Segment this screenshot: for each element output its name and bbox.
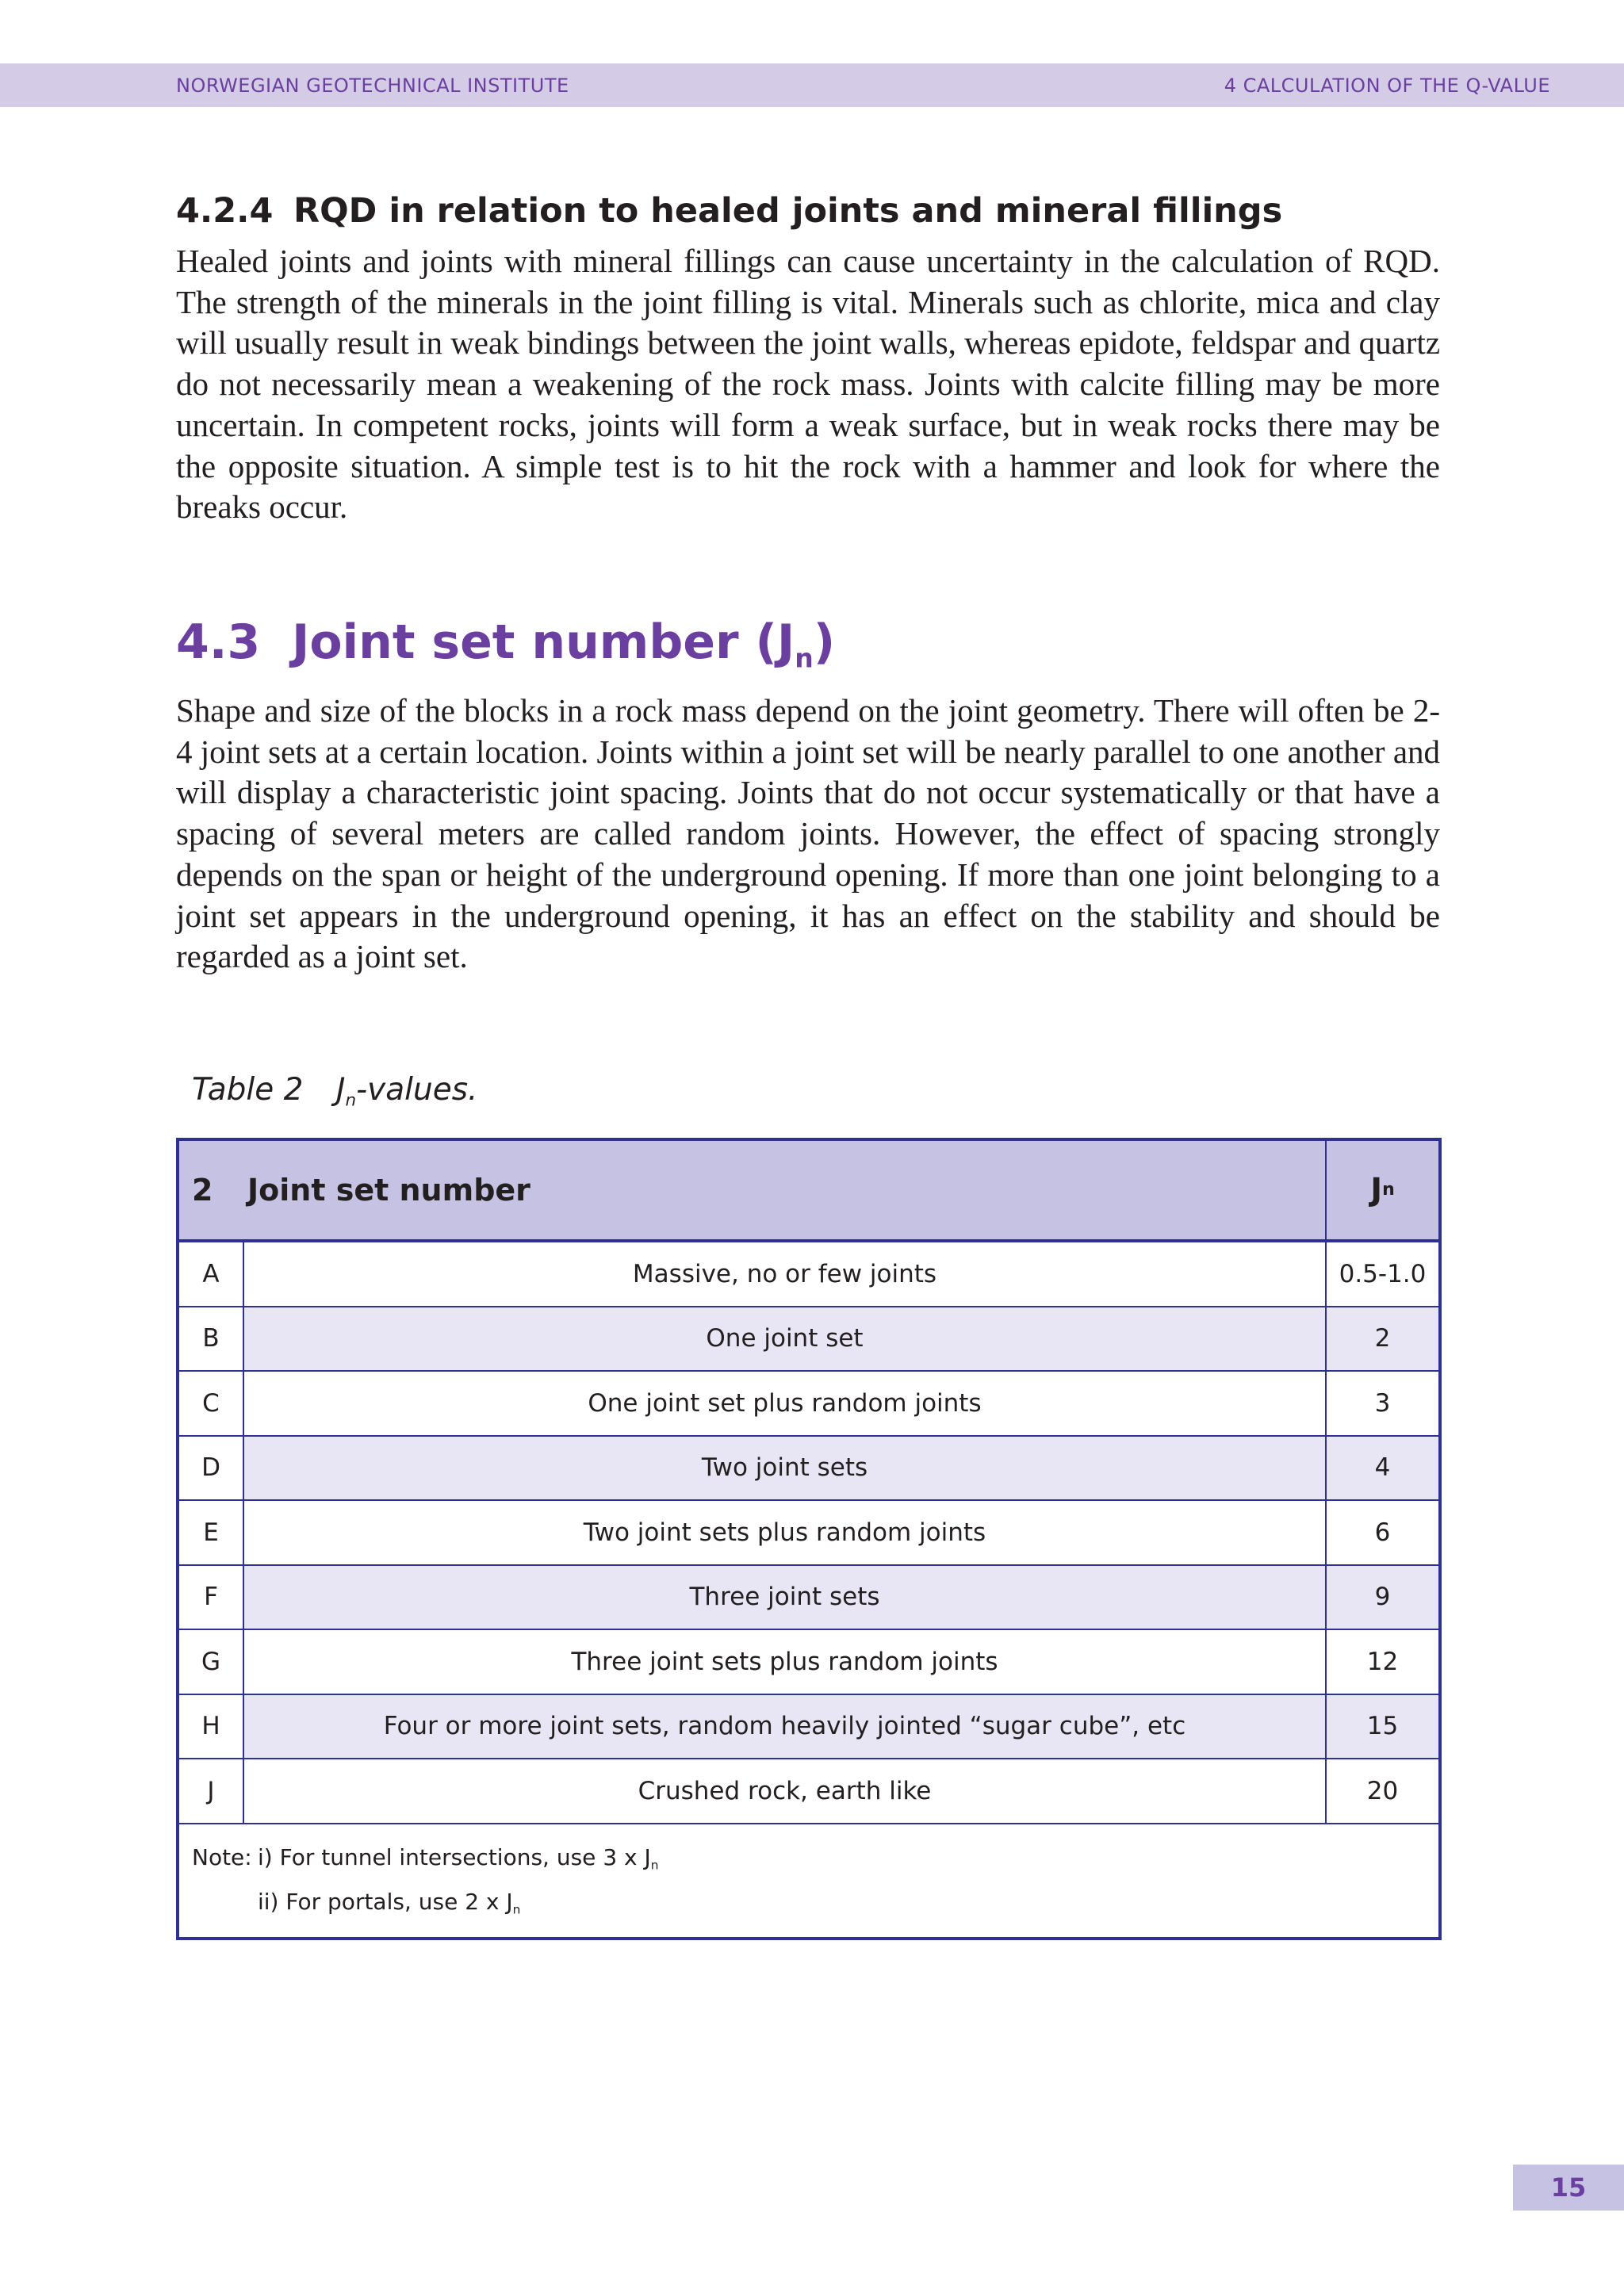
note-1-sub: n: [650, 1857, 659, 1872]
table-row: [179, 1695, 1438, 1760]
section-number: 4.3: [176, 614, 261, 670]
section-title-suffix: ): [813, 614, 836, 670]
section-4-2-4-body: Healed joints and joints with mineral fillings can cause uncertainty in the calculation of RQD. The strength of the minerals in the joint filling is vital. Minerals such as chlorite, mica and clay will usually result in weak bindings between the joint walls, whereas epidote, feldspar and quartz do not necessarily mean a weakening of the rock mass. Joints with calcite filling may be more uncertain. In competent rocks, joints will form a weak surface, but in weak rocks there may be the opposite situation. A simple test is to hit the rock with a hammer and look for where the breaks occur.: [176, 243, 1441, 526]
section-title-sub: n: [795, 642, 814, 674]
page-number: 15: [1513, 2165, 1624, 2211]
row-value: 0.5-1.0: [1327, 1242, 1438, 1306]
row-description: Three joint sets: [244, 1566, 1327, 1629]
caption-j: J: [336, 1072, 346, 1108]
caption-rest: -values.: [356, 1072, 478, 1108]
row-code: F: [179, 1566, 244, 1629]
header-j: J: [1370, 1172, 1383, 1208]
header-jn-cell: J n: [1370, 1172, 1395, 1208]
row-value: 3: [1327, 1372, 1438, 1435]
jn-values-table: [176, 1138, 1442, 1940]
row-value: 12: [1327, 1630, 1438, 1694]
table-row: [179, 1759, 1438, 1824]
row-value: 15: [1327, 1695, 1438, 1759]
row-description: One joint set plus random joints: [244, 1372, 1327, 1435]
header-title: Joint set number: [247, 1173, 530, 1208]
row-code: B: [179, 1307, 244, 1371]
row-code: A: [179, 1242, 244, 1306]
row-code: G: [179, 1630, 244, 1694]
row-description: Two joint sets plus random joints: [244, 1501, 1327, 1564]
note-2-text: ii) For portals, use 2 x J: [258, 1888, 513, 1915]
caption-sub: n: [345, 1090, 357, 1111]
section-title: RQD in relation to healed joints and mineral fillings: [293, 191, 1283, 231]
table-row: [179, 1307, 1438, 1372]
note-lead: Note:: [192, 1843, 252, 1870]
row-description: Four or more joint sets, random heavily jointed “sugar cube”, etc: [244, 1695, 1327, 1759]
row-code: E: [179, 1501, 244, 1564]
header-number: 2: [192, 1173, 213, 1208]
note-2-sub: n: [512, 1901, 521, 1916]
note-line-2: [192, 1880, 1426, 1924]
section-4-3-heading: [176, 612, 835, 672]
header-title-cell: [179, 1141, 1327, 1239]
row-code: H: [179, 1695, 244, 1759]
caption-label: Table 2: [192, 1072, 304, 1108]
row-description: Crushed rock, earth like: [244, 1759, 1327, 1823]
section-number: 4.2.4: [176, 191, 274, 231]
running-header-right: 4 CALCULATION OF THE Q-VALUE: [1224, 75, 1550, 97]
row-description: One joint set: [244, 1307, 1327, 1371]
section-4-2-4-heading: [176, 189, 1282, 233]
table-row: [179, 1372, 1438, 1437]
section-4-3-body: Shape and size of the blocks in a rock mass depend on the joint geometry. There will often be 2-4 joint sets at a certain location. Joints within a joint set will be nearly parallel to one another and will display a characteristic joint spacing. Joints that do not occur systematically or that have a spacing of several meters are called random joints. However, the effect of spacing strongly depends on the span or height of the underground opening. If more than one joint belonging to a joint set appears in the underground opening, it has an effect on the stability and should be regarded as a joint set.: [176, 692, 1441, 975]
row-value: 6: [1327, 1501, 1438, 1564]
note-line-1: [192, 1836, 1426, 1880]
note-1-text: i) For tunnel intersections, use 3 x J: [258, 1843, 651, 1870]
row-value: 2: [1327, 1307, 1438, 1371]
table-row: [179, 1566, 1438, 1631]
row-description: Three joint sets plus random joints: [244, 1630, 1327, 1694]
table-row: [179, 1242, 1438, 1307]
row-code: D: [179, 1437, 244, 1500]
table-row: [179, 1437, 1438, 1502]
table-header: [179, 1141, 1438, 1242]
row-value: 4: [1327, 1437, 1438, 1500]
row-code: J: [179, 1759, 244, 1823]
table-caption: [192, 1070, 477, 1110]
running-header-left: NORWEGIAN GEOTECHNICAL INSTITUTE: [176, 75, 569, 97]
row-description: Two joint sets: [244, 1437, 1327, 1500]
row-code: C: [179, 1372, 244, 1435]
table-row: [179, 1501, 1438, 1566]
row-value: 9: [1327, 1566, 1438, 1629]
table-row: [179, 1630, 1438, 1695]
section-title-prefix: Joint set number (J: [292, 614, 795, 670]
table-note: [179, 1824, 1438, 1937]
row-value: 20: [1327, 1759, 1438, 1823]
row-description: Massive, no or few joints: [244, 1242, 1327, 1306]
